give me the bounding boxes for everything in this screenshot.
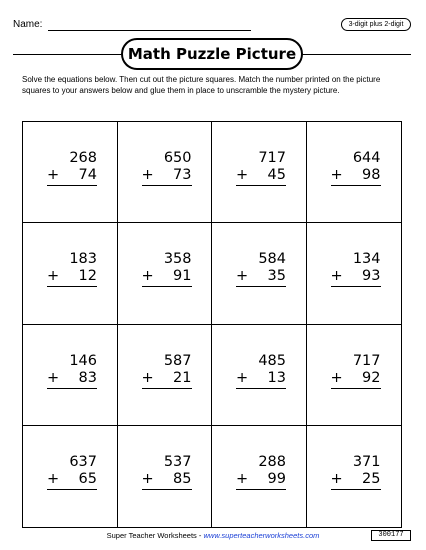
- addend-row: [331, 268, 381, 287]
- addend-row: [142, 370, 192, 389]
- addend-top: 717: [258, 150, 286, 166]
- addend-bottom: 65: [78, 470, 97, 487]
- problem-cell: [212, 325, 307, 426]
- name-label: Name:: [13, 19, 43, 30]
- addition-problem: [142, 251, 192, 287]
- problem-cell: [23, 223, 118, 324]
- addition-problem: [236, 251, 286, 287]
- footer: [0, 531, 426, 540]
- addend-row: [236, 268, 286, 287]
- addend-top: 371: [352, 453, 381, 470]
- plus-sign: +: [141, 167, 154, 183]
- addend-bottom: 25: [362, 470, 381, 487]
- plus-sign: +: [236, 470, 249, 487]
- addend-bottom: 35: [267, 268, 286, 285]
- problem-cell: [23, 426, 118, 527]
- problem-cell: [23, 325, 118, 426]
- addition-problem: [142, 454, 192, 490]
- addend-top: 717: [352, 352, 381, 369]
- addend-bottom: 92: [362, 369, 381, 386]
- addend-bottom: 45: [267, 167, 286, 183]
- problem-cell: [118, 325, 213, 426]
- addend-row: [47, 370, 97, 389]
- footer-text: Super Teacher Worksheets -: [106, 531, 204, 540]
- addition-problem: [236, 454, 286, 490]
- plus-sign: +: [47, 369, 60, 386]
- addend-top: 644: [352, 150, 381, 166]
- plus-sign: +: [47, 470, 60, 487]
- worksheet-code: 300177: [371, 530, 411, 541]
- addend-top: 358: [163, 251, 192, 268]
- instructions: Solve the equations below. Then cut out the picture squares. Match the number printed on the picture squares to your answers below and glue them in place to unscramble the mystery picture.: [22, 75, 381, 95]
- addend-bottom: 73: [173, 167, 192, 183]
- addend-bottom: 83: [78, 369, 97, 386]
- addend-row: [47, 167, 97, 186]
- addend-bottom: 13: [267, 369, 286, 386]
- addend-top: 537: [163, 453, 192, 470]
- problem-cell: [23, 122, 118, 223]
- addend-row: [331, 167, 381, 186]
- plus-sign: +: [47, 268, 60, 285]
- addend-row: [331, 370, 381, 389]
- addend-row: [236, 471, 286, 490]
- addend-top: 268: [69, 150, 97, 166]
- plus-sign: +: [330, 369, 343, 386]
- plus-sign: +: [330, 268, 343, 285]
- problem-cell: [212, 122, 307, 223]
- plus-sign: +: [236, 167, 249, 183]
- addend-bottom: 85: [173, 470, 192, 487]
- plus-sign: +: [47, 167, 60, 183]
- addition-problem: [47, 454, 97, 490]
- addition-problem: [47, 150, 97, 186]
- addend-bottom: 99: [267, 470, 286, 487]
- addend-bottom: 74: [78, 167, 97, 183]
- addend-top: 183: [69, 251, 97, 268]
- problem-cell: [118, 223, 213, 324]
- problem-cell: [212, 426, 307, 527]
- addend-row: [236, 370, 286, 389]
- addend-row: [331, 471, 381, 490]
- problem-cell: [307, 325, 402, 426]
- addend-row: [236, 167, 286, 186]
- problem-cell: [307, 426, 402, 527]
- footer-url[interactable]: www.superteacherworksheets.com: [203, 531, 320, 540]
- problem-cell: [307, 122, 402, 223]
- addition-problem: [47, 251, 97, 287]
- addend-top: 637: [69, 453, 97, 470]
- addend-top: 650: [163, 150, 192, 166]
- puzzle-grid: [22, 121, 402, 528]
- page-title: Math Puzzle Picture: [121, 38, 303, 70]
- addend-top: 485: [258, 352, 286, 369]
- plus-sign: +: [330, 167, 343, 183]
- problem-cell: [212, 223, 307, 324]
- addition-problem: [331, 251, 381, 287]
- addition-problem: [331, 150, 381, 186]
- addend-top: 134: [352, 251, 381, 268]
- problem-cell: [118, 426, 213, 527]
- plus-sign: +: [141, 470, 154, 487]
- addend-bottom: 21: [173, 369, 192, 386]
- problem-cell: [307, 223, 402, 324]
- addition-problem: [236, 353, 286, 389]
- addend-row: [47, 268, 97, 287]
- addend-row: [47, 471, 97, 490]
- addend-bottom: 12: [78, 268, 97, 285]
- addend-bottom: 98: [362, 167, 381, 183]
- addend-row: [142, 268, 192, 287]
- plus-sign: +: [141, 268, 154, 285]
- plus-sign: +: [236, 268, 249, 285]
- addend-top: 146: [69, 352, 97, 369]
- addition-problem: [47, 353, 97, 389]
- level-badge: 3-digit plus 2-digit: [341, 18, 411, 31]
- plus-sign: +: [236, 369, 249, 386]
- addend-top: 587: [163, 352, 192, 369]
- problem-cell: [118, 122, 213, 223]
- addend-top: 584: [258, 251, 286, 268]
- addend-row: [142, 471, 192, 490]
- plus-sign: +: [330, 470, 343, 487]
- plus-sign: +: [141, 369, 154, 386]
- addend-bottom: 93: [362, 268, 381, 285]
- addend-top: 288: [258, 453, 286, 470]
- addend-bottom: 91: [173, 268, 192, 285]
- addition-problem: [331, 353, 381, 389]
- addition-problem: [142, 150, 192, 186]
- addition-problem: [142, 353, 192, 389]
- addition-problem: [331, 454, 381, 490]
- addend-row: [142, 167, 192, 186]
- addition-problem: [236, 150, 286, 186]
- name-line: [48, 30, 251, 31]
